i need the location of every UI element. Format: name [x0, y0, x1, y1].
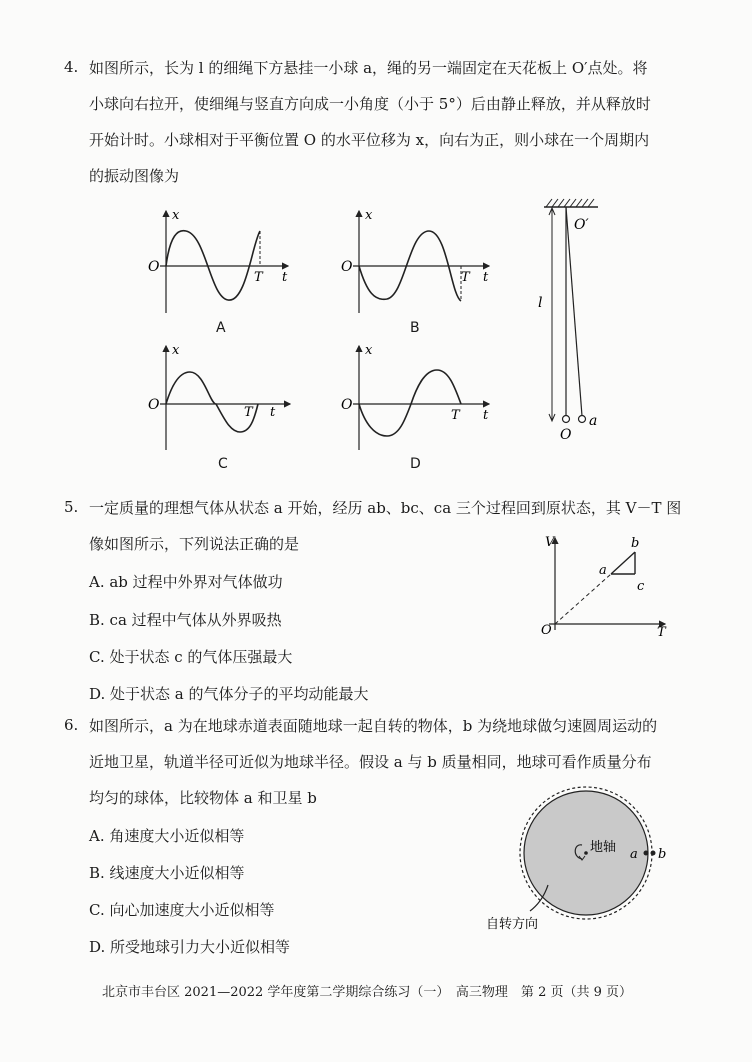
question-4-line-1: 如图所示，长为 l 的细绳下方悬挂一小球 a，绳的另一端固定在天花板上 O′点处。将	[89, 59, 648, 77]
graph-d-period: T	[451, 408, 460, 423]
graph-c-x-label: x	[172, 343, 180, 358]
graph-a-label: A	[216, 320, 226, 336]
earth-point-a-label: a	[630, 847, 638, 862]
graph-d-origin: O	[341, 397, 353, 413]
question-5-number: 5.	[64, 498, 79, 516]
vt-origin-label: O	[541, 623, 552, 638]
graph-a-x-label: x	[172, 208, 180, 223]
pendulum-diagram	[530, 195, 620, 445]
earth-point-b-label: b	[658, 847, 667, 862]
graph-b-origin: O	[341, 259, 353, 275]
vt-point-b-label: b	[631, 536, 640, 551]
graph-d-t-label: t	[483, 408, 489, 423]
graph-c-label: C	[218, 456, 228, 472]
question-6-number: 6.	[64, 716, 79, 734]
question-6-option-a: A. 角速度大小近似相等	[89, 827, 245, 845]
question-5-option-d: D. 处于状态 a 的气体分子的平均动能最大	[89, 685, 369, 703]
page-footer: 北京市丰台区 2021—2022 学年度第二学期综合练习（一） 高三物理 第 2 页（共 9 页）	[102, 985, 633, 1000]
vt-point-a-label: a	[599, 563, 607, 578]
earth-axis-label: 地轴	[590, 840, 617, 855]
question-6-line-1: 如图所示，a 为在地球赤道表面随地球一起自转的物体，b 为绕地球做匀速圆周运动的	[89, 717, 658, 735]
question-4-line-2: 小球向右拉开，使细绳与竖直方向成一小角度（小于 5°）后由静止释放，并从释放时	[89, 95, 651, 113]
graph-b-period: T	[461, 270, 470, 285]
pendulum-length-label: l	[538, 295, 543, 311]
vt-v-axis-label: V	[545, 535, 555, 550]
vt-point-c-label: c	[637, 579, 645, 594]
graph-c-origin: O	[148, 397, 160, 413]
graph-c-t-label: t	[270, 405, 276, 420]
vt-diagram	[535, 530, 675, 640]
question-5-option-c: C. 处于状态 c 的气体压强最大	[89, 648, 293, 666]
question-5-option-a: A. ab 过程中外界对气体做功	[89, 573, 283, 591]
graph-a-t-label: t	[282, 270, 288, 285]
graph-b-t-label: t	[483, 270, 489, 285]
question-5-line-1: 一定质量的理想气体从状态 a 开始，经历 ab、bc、ca 三个过程回到原状态，其 V－T 图	[89, 499, 682, 517]
pendulum-pivot-label: O′	[574, 217, 589, 233]
vt-t-axis-label: T	[657, 625, 666, 640]
question-6-option-b: B. 线速度大小近似相等	[89, 864, 245, 882]
graph-d-x-label: x	[365, 343, 373, 358]
pendulum-ball-label: a	[589, 413, 598, 429]
graph-c	[140, 340, 300, 455]
question-6-option-c: C. 向心加速度大小近似相等	[89, 901, 275, 919]
question-4-number: 4.	[64, 58, 79, 76]
question-5-option-b: B. ca 过程中气体从外界吸热	[89, 611, 282, 629]
graph-b	[333, 205, 498, 325]
earth-rotation-label: 自转方向	[486, 917, 539, 932]
graph-a	[140, 205, 300, 325]
earth-diagram	[478, 785, 678, 935]
question-6-option-d: D. 所受地球引力大小近似相等	[89, 938, 291, 956]
graph-d-label: D	[410, 456, 421, 472]
graph-a-period: T	[254, 270, 263, 285]
graph-d	[333, 340, 498, 455]
question-4-line-3: 开始计时。小球相对于平衡位置 O 的水平位移为 x，向右为正，则小球在一个周期内	[89, 131, 650, 149]
pendulum-equilibrium-label: O	[560, 427, 572, 443]
question-5-line-2: 像如图所示，下列说法正确的是	[89, 535, 300, 553]
graph-b-label: B	[410, 320, 420, 336]
question-6-line-2: 近地卫星，轨道半径可近似为地球半径。假设 a 与 b 质量相同，地球可看作质量分布	[89, 753, 652, 771]
graph-a-origin: O	[148, 259, 160, 275]
graph-b-x-label: x	[365, 208, 373, 223]
question-4-line-4: 的振动图像为	[89, 167, 180, 185]
graph-c-period: T	[244, 405, 253, 420]
question-6-line-3: 均匀的球体，比较物体 a 和卫星 b	[89, 789, 317, 807]
